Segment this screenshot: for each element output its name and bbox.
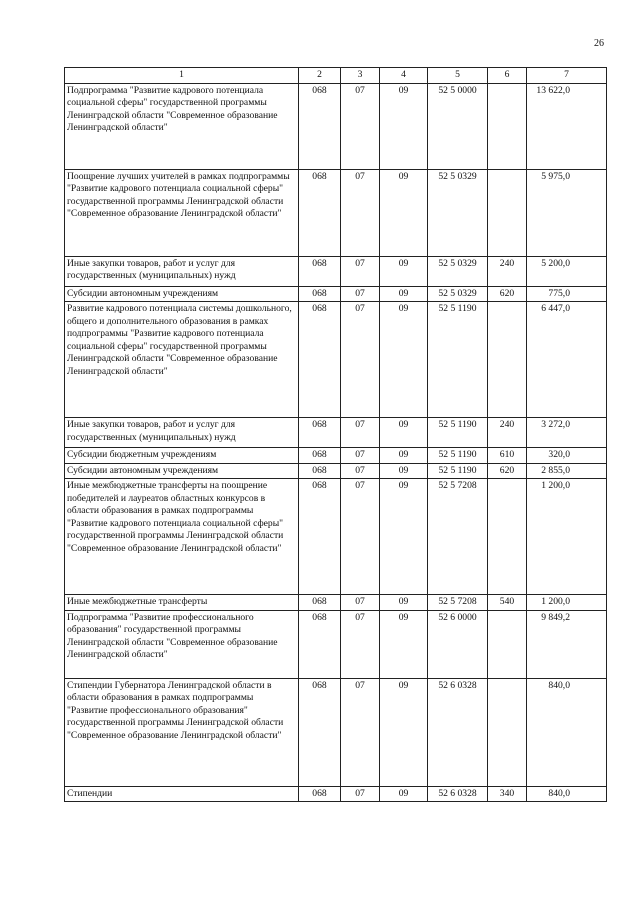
row-c5-cell: 52 5 1190 — [428, 302, 488, 418]
row-c2-cell: 068 — [299, 169, 341, 256]
row-c3-cell: 07 — [341, 463, 380, 479]
row-c2-cell: 068 — [299, 286, 341, 302]
page-number: 26 — [594, 38, 604, 49]
row-c3-cell: 07 — [341, 302, 380, 418]
row-c7-cell: 6 447,0 — [527, 302, 607, 418]
row-c3-cell: 07 — [341, 479, 380, 595]
row-c5-cell: 52 6 0328 — [428, 786, 488, 802]
row-c2-cell: 068 — [299, 418, 341, 448]
table-header-row — [65, 68, 607, 84]
row-c5-cell: 52 5 1190 — [428, 418, 488, 448]
table-row — [65, 169, 607, 256]
row-c4-cell: 09 — [380, 256, 428, 286]
row-c2-cell: 068 — [299, 83, 341, 169]
row-c3-cell: 07 — [341, 256, 380, 286]
row-name-cell: Иные межбюджетные трансферты на поощрение победителей и лауреатов областных конкурсов в области образования в рамках подпрограммы "Развитие кадрового потенциала социальной сферы" государственной программы Ленинградской области "Современное образование Ленинградской области" — [65, 479, 299, 595]
row-c6-cell: 620 — [488, 286, 527, 302]
row-c4-cell: 09 — [380, 302, 428, 418]
table-row — [65, 678, 607, 786]
row-c5-cell: 52 6 0328 — [428, 678, 488, 786]
row-name-cell: Подпрограмма "Развитие кадрового потенциала социальной сферы" государственной программы Ленинградской области "Современное образование Ленинградской области" — [65, 83, 299, 169]
row-c3-cell: 07 — [341, 448, 380, 464]
row-c3-cell: 07 — [341, 610, 380, 678]
row-name-cell: Иные закупки товаров, работ и услуг для государственных (муниципальных) нужд — [65, 418, 299, 448]
row-c5-cell: 52 5 0329 — [428, 256, 488, 286]
row-c6-cell — [488, 83, 527, 169]
row-c7-cell: 840,0 — [527, 678, 607, 786]
row-c7-cell: 13 622,0 — [527, 83, 607, 169]
row-c6-cell — [488, 169, 527, 256]
row-c4-cell: 09 — [380, 610, 428, 678]
table-row — [65, 786, 607, 802]
row-name-cell: Стипендии Губернатора Ленинградской области в области образования в рамках подпрограммы "Развитие профессионального образования" государственной программы Ленинградской области "Современное образование Ленинградской области" — [65, 678, 299, 786]
row-c3-cell: 07 — [341, 169, 380, 256]
row-name-cell: Поощрение лучших учителей в рамках подпрограммы "Развитие кадрового потенциала социальной сферы" государственной программы Ленинградской области "Современное образование Ленинградской области" — [65, 169, 299, 256]
table-row — [65, 448, 607, 464]
row-c5-cell: 52 5 0329 — [428, 169, 488, 256]
row-name-cell: Субсидии автономным учреждениям — [65, 463, 299, 479]
header-cell: 2 — [299, 68, 341, 84]
header-cell: 1 — [65, 68, 299, 84]
row-c4-cell: 09 — [380, 448, 428, 464]
row-c5-cell: 52 6 0000 — [428, 610, 488, 678]
table-row — [65, 479, 607, 595]
row-c7-cell: 775,0 — [527, 286, 607, 302]
row-c4-cell: 09 — [380, 286, 428, 302]
row-c7-cell: 1 200,0 — [527, 479, 607, 595]
row-c7-cell: 1 200,0 — [527, 595, 607, 611]
row-c2-cell: 068 — [299, 786, 341, 802]
row-c5-cell: 52 5 7208 — [428, 595, 488, 611]
row-name-cell: Стипендии — [65, 786, 299, 802]
row-c3-cell: 07 — [341, 786, 380, 802]
row-c5-cell: 52 5 1190 — [428, 448, 488, 464]
row-c7-cell: 840,0 — [527, 786, 607, 802]
table-row — [65, 83, 607, 169]
row-c2-cell: 068 — [299, 463, 341, 479]
table-row — [65, 418, 607, 448]
header-cell: 4 — [380, 68, 428, 84]
row-c4-cell: 09 — [380, 83, 428, 169]
row-c2-cell: 068 — [299, 448, 341, 464]
row-c4-cell: 09 — [380, 479, 428, 595]
table-row — [65, 463, 607, 479]
header-cell: 6 — [488, 68, 527, 84]
row-c3-cell: 07 — [341, 678, 380, 786]
row-name-cell: Иные закупки товаров, работ и услуг для государственных (муниципальных) нужд — [65, 256, 299, 286]
row-name-cell: Субсидии автономным учреждениям — [65, 286, 299, 302]
row-c5-cell: 52 5 0000 — [428, 83, 488, 169]
row-name-cell: Иные межбюджетные трансферты — [65, 595, 299, 611]
row-c2-cell: 068 — [299, 678, 341, 786]
row-c7-cell: 2 855,0 — [527, 463, 607, 479]
row-c3-cell: 07 — [341, 418, 380, 448]
row-c4-cell: 09 — [380, 169, 428, 256]
row-name-cell: Развитие кадрового потенциала системы дошкольного, общего и дополнительного образования в рамках подпрограммы "Развитие кадрового потенциала социальной сферы" государственной программы Ленинградской области "Современное образование Ленинградской области" — [65, 302, 299, 418]
header-cell: 3 — [341, 68, 380, 84]
row-c2-cell: 068 — [299, 256, 341, 286]
row-c6-cell — [488, 302, 527, 418]
row-c6-cell — [488, 610, 527, 678]
row-c7-cell: 3 272,0 — [527, 418, 607, 448]
row-c6-cell: 620 — [488, 463, 527, 479]
row-c5-cell: 52 5 7208 — [428, 479, 488, 595]
row-c7-cell: 5 975,0 — [527, 169, 607, 256]
row-c7-cell: 5 200,0 — [527, 256, 607, 286]
row-c6-cell: 540 — [488, 595, 527, 611]
row-c2-cell: 068 — [299, 302, 341, 418]
row-c6-cell: 240 — [488, 256, 527, 286]
row-c3-cell: 07 — [341, 286, 380, 302]
table-row — [65, 595, 607, 611]
row-c6-cell: 340 — [488, 786, 527, 802]
row-c4-cell: 09 — [380, 595, 428, 611]
row-c4-cell: 09 — [380, 678, 428, 786]
row-c2-cell: 068 — [299, 479, 341, 595]
row-c3-cell: 07 — [341, 83, 380, 169]
row-c7-cell: 9 849,2 — [527, 610, 607, 678]
row-c4-cell: 09 — [380, 786, 428, 802]
row-c5-cell: 52 5 0329 — [428, 286, 488, 302]
budget-table — [64, 67, 607, 802]
header-cell: 5 — [428, 68, 488, 84]
row-name-cell: Субсидии бюджетным учреждениям — [65, 448, 299, 464]
row-c6-cell: 240 — [488, 418, 527, 448]
table-row — [65, 256, 607, 286]
row-c4-cell: 09 — [380, 463, 428, 479]
row-c6-cell — [488, 678, 527, 786]
row-name-cell: Подпрограмма "Развитие профессионального образования" государственной программы Ленинградской области "Современное образование Ленинградской области" — [65, 610, 299, 678]
row-c4-cell: 09 — [380, 418, 428, 448]
header-cell: 7 — [527, 68, 607, 84]
table-row — [65, 302, 607, 418]
table-row — [65, 610, 607, 678]
row-c6-cell: 610 — [488, 448, 527, 464]
row-c5-cell: 52 5 1190 — [428, 463, 488, 479]
row-c7-cell: 320,0 — [527, 448, 607, 464]
row-c3-cell: 07 — [341, 595, 380, 611]
table-row — [65, 286, 607, 302]
row-c6-cell — [488, 479, 527, 595]
row-c2-cell: 068 — [299, 595, 341, 611]
row-c2-cell: 068 — [299, 610, 341, 678]
